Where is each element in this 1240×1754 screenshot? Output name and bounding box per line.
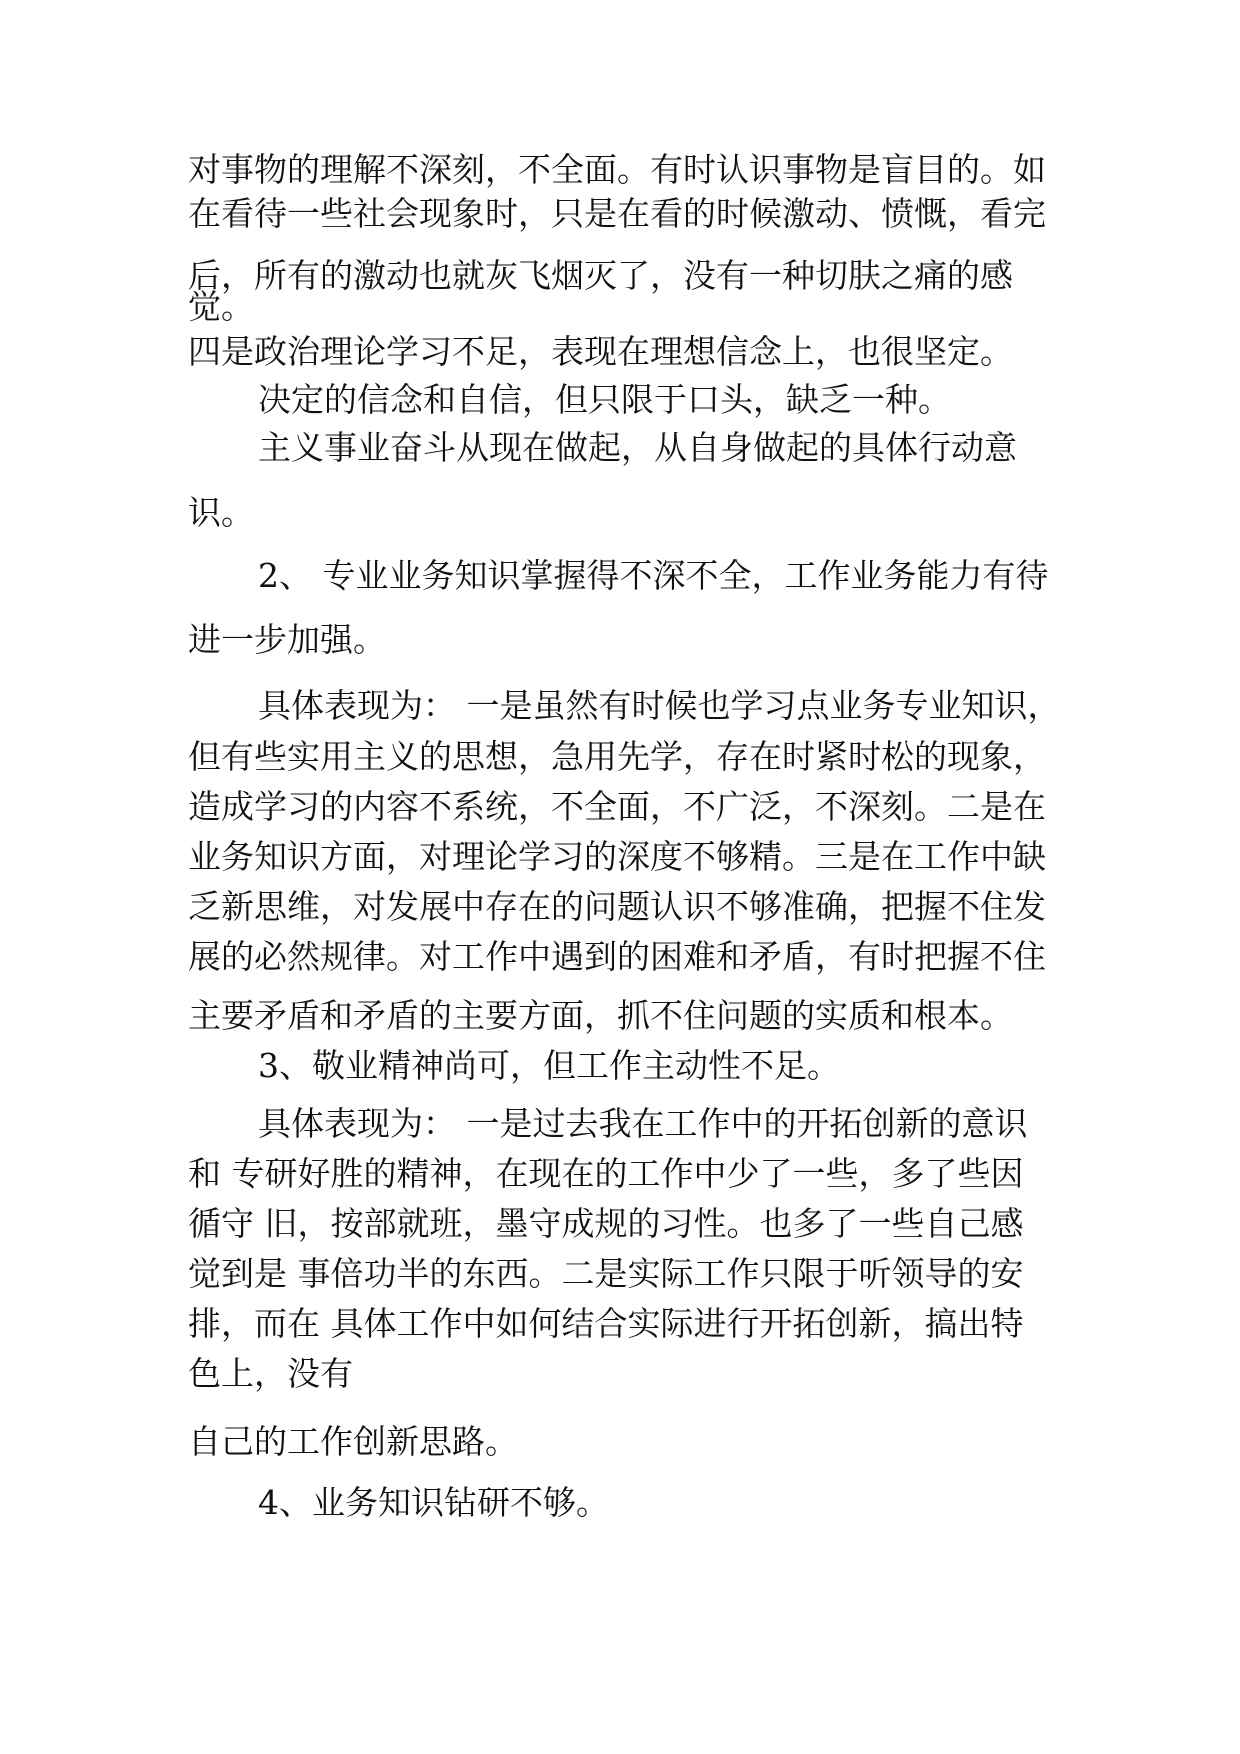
text-line: 业务知识方面，对理论学习的深度不够精。三是在工作中缺 bbox=[188, 837, 1046, 876]
text-line: 自己的工作创新思路。 bbox=[188, 1422, 518, 1461]
text-line: 决定的信念和自信，但只限于口头，缺乏一种。 bbox=[258, 380, 951, 419]
text-line: 四是政治理论学习不足，表现在理想信念上，也很坚定。 bbox=[188, 332, 1013, 371]
text-line: 具体表现为： 一是虽然有时候也学习点业务专业知识， bbox=[258, 686, 1061, 725]
text-line: 对事物的理解不深刻，不全面。有时认识事物是盲目的。如 bbox=[188, 150, 1046, 189]
text-line: 色上，没有 bbox=[188, 1354, 353, 1393]
text-line: 主义事业奋斗从现在做起，从自身做起的具体行动意 bbox=[258, 428, 1017, 467]
text-line: 3、敬业精神尚可，但工作主动性不足。 bbox=[258, 1046, 840, 1085]
text-line: 2、 专业业务知识掌握得不深不全，工作业务能力有待 bbox=[258, 556, 1049, 595]
text-line: 但有些实用主义的思想，急用先学，存在时紧时松的现象， bbox=[188, 737, 1046, 776]
text-line: 和 专研好胜的精神，在现在的工作中少了一些，多了些因 bbox=[188, 1154, 1024, 1193]
text-line: 主要矛盾和矛盾的主要方面，抓不住问题的实质和根本。 bbox=[188, 996, 1013, 1035]
text-line: 觉到是 事倍功半的东西。二是实际工作只限于听领导的安 bbox=[188, 1254, 1024, 1293]
text-line: 觉。 bbox=[188, 287, 254, 326]
text-line: 在看待一些社会现象时，只是在看的时候激动、愤慨，看完 bbox=[188, 194, 1046, 233]
text-line: 识。 bbox=[188, 493, 254, 532]
text-line: 具体表现为： 一是过去我在工作中的开拓创新的意识 bbox=[258, 1104, 1028, 1143]
text-line: 4、业务知识钻研不够。 bbox=[258, 1483, 609, 1522]
text-line: 后，所有的激动也就灰飞烟灭了，没有一种切肤之痛的感 bbox=[188, 256, 1013, 295]
text-line: 展的必然规律。对工作中遇到的困难和矛盾，有时把握不住 bbox=[188, 937, 1046, 976]
text-line: 进一步加强。 bbox=[188, 620, 386, 659]
text-line: 排，而在 具体工作中如何结合实际进行开拓创新，搞出特 bbox=[188, 1304, 1024, 1343]
text-line: 循守 旧，按部就班，墨守成规的习性。也多了一些自己感 bbox=[188, 1204, 1024, 1243]
text-line: 乏新思维，对发展中存在的问题认识不够准确，把握不住发 bbox=[188, 887, 1046, 926]
text-line: 造成学习的内容不系统，不全面，不广泛，不深刻。二是在 bbox=[188, 787, 1046, 826]
